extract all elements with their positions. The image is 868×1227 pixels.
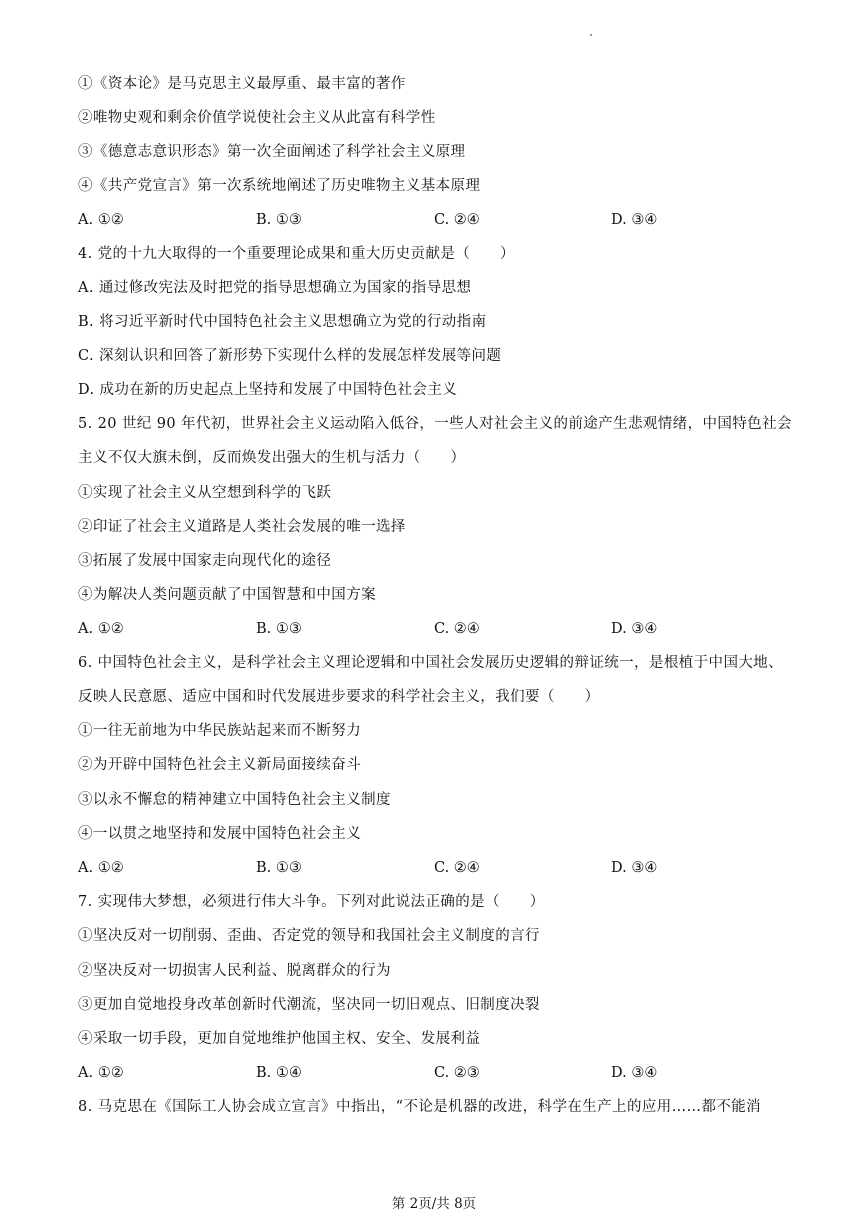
q5-item-3: ③拓展了发展中国家走向现代化的途径 [78, 553, 332, 569]
q6-item-2: ②为开辟中国特色社会主义新局面接续奋斗 [78, 757, 362, 773]
q5-options [78, 619, 778, 639]
q5-item-2: ②印证了社会主义道路是人类社会发展的唯一选择 [78, 519, 406, 535]
q3-item-3: ③《德意志意识形态》第一次全面阐述了科学社会主义原理 [78, 144, 466, 160]
q5-stem-line2: 主义不仅大旗未倒，反而焕发出强大的生机与活力（ ） [78, 450, 466, 466]
q8-stem-line1: 8. 马克思在《国际工人协会成立宣言》中指出，“不论是机器的改进，科学在生产上的应用……都不能消 [78, 1099, 762, 1115]
q5-option-d[interactable]: D. ③④ [611, 621, 658, 637]
q3-item-2: ②唯物史观和剩余价值学说使社会主义从此富有科学性 [78, 110, 436, 126]
q5-option-b[interactable]: B. ①③ [256, 621, 302, 637]
q3-options [78, 210, 778, 230]
q7-item-2: ②坚决反对一切损害人民利益、脱离群众的行为 [78, 963, 391, 979]
q7-option-c[interactable]: C. ②③ [434, 1065, 480, 1081]
q7-option-b[interactable]: B. ①④ [256, 1065, 302, 1081]
q6-stem-line1: 6. 中国特色社会主义，是科学社会主义理论逻辑和中国社会发展历史逻辑的辩证统一，是根植于中国大地、 [78, 655, 784, 671]
page-footer: 第 2页/共 8页 [391, 1196, 477, 1212]
q5-stem-line1: 5. 20 世纪 90 年代初，世界社会主义运动陷入低谷，一些人对社会主义的前途产生悲观情绪，中国特色社会 [78, 416, 792, 432]
q7-item-3: ③更加自觉地投身改革创新时代潮流，坚决同一切旧观点、旧制度决裂 [78, 997, 540, 1013]
q4-choice-c[interactable]: C. 深刻认识和回答了新形势下实现什么样的发展怎样发展等问题 [78, 348, 502, 364]
q6-option-c[interactable]: C. ②④ [434, 860, 480, 876]
q6-item-4: ④一以贯之地坚持和发展中国特色社会主义 [78, 826, 362, 842]
scan-dot [590, 34, 592, 36]
q4-choice-b[interactable]: B. 将习近平新时代中国特色社会主义思想确立为党的行动指南 [78, 314, 487, 330]
q7-option-a[interactable]: A. ①② [78, 1065, 124, 1081]
q4-stem: 4. 党的十九大取得的一个重要理论成果和重大历史贡献是（ ） [78, 246, 515, 262]
q3-option-d[interactable]: D. ③④ [611, 212, 658, 228]
q5-option-a[interactable]: A. ①② [78, 621, 124, 637]
q6-option-b[interactable]: B. ①③ [256, 860, 302, 876]
q3-option-a[interactable]: A. ①② [78, 212, 124, 228]
q7-stem: 7. 实现伟大梦想，必须进行伟大斗争。下列对此说法正确的是（ ） [78, 894, 545, 910]
q3-option-c[interactable]: C. ②④ [434, 212, 480, 228]
q6-option-d[interactable]: D. ③④ [611, 860, 658, 876]
q4-choice-a[interactable]: A. 通过修改宪法及时把党的指导思想确立为国家的指导思想 [78, 280, 472, 296]
q6-item-3: ③以永不懈怠的精神建立中国特色社会主义制度 [78, 792, 391, 808]
q6-item-1: ①一往无前地为中华民族站起来而不断努力 [78, 723, 362, 739]
q7-option-d[interactable]: D. ③④ [611, 1065, 658, 1081]
q7-item-4: ④采取一切手段，更加自觉地维护他国主权、安全、发展利益 [78, 1031, 481, 1047]
q3-option-b[interactable]: B. ①③ [256, 212, 302, 228]
q6-stem-line2: 反映人民意愿、适应中国和时代发展进步要求的科学社会主义，我们要（ ） [78, 689, 600, 705]
q7-options [78, 1063, 778, 1083]
q7-item-1: ①坚决反对一切削弱、歪曲、否定党的领导和我国社会主义制度的言行 [78, 928, 540, 944]
q5-item-4: ④为解决人类问题贡献了中国智慧和中国方案 [78, 587, 376, 603]
q3-item-1: ①《资本论》是马克思主义最厚重、最丰富的著作 [78, 76, 406, 92]
q5-option-c[interactable]: C. ②④ [434, 621, 480, 637]
q5-item-1: ①实现了社会主义从空想到科学的飞跃 [78, 485, 332, 501]
q6-option-a[interactable]: A. ①② [78, 860, 124, 876]
q6-options [78, 858, 778, 878]
q4-choice-d[interactable]: D. 成功在新的历史起点上坚持和发展了中国特色社会主义 [78, 382, 458, 398]
q3-item-4: ④《共产党宣言》第一次系统地阐述了历史唯物主义基本原理 [78, 178, 481, 194]
